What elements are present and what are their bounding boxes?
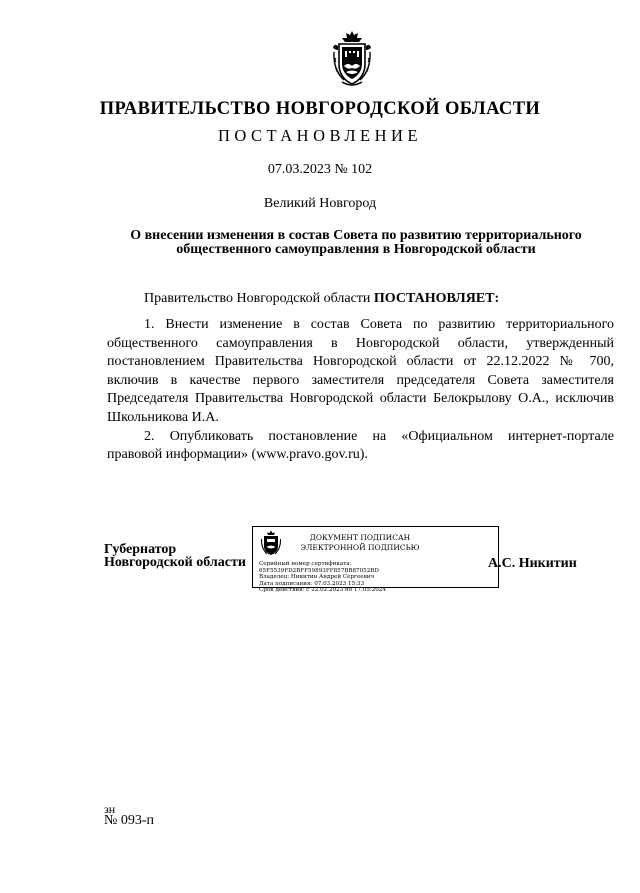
position-line-1: Губернатор <box>104 542 177 557</box>
executor-initials: зн <box>104 802 116 816</box>
certificate-owner: Владелец: Никитин Андрей Сергеевич <box>259 574 375 581</box>
preamble-verb: ПОСТАНОВЛЯЕТ: <box>373 291 500 306</box>
signing-date: Дата подписания: 07.03.2023 15:33 <box>259 580 365 587</box>
date-number: 07.03.2023 № 102 <box>267 162 373 177</box>
stamp-coat-of-arms-icon <box>260 530 282 556</box>
subject-line-2: общественного самоуправления в Новгородской области <box>176 242 536 257</box>
signatory-name: А.С. Никитин <box>488 556 577 571</box>
electronic-signature-stamp <box>252 526 499 594</box>
position-line-2: Новгородской области <box>104 554 246 570</box>
preamble <box>144 290 614 308</box>
document-body <box>107 290 614 465</box>
certificate-validity: Срок действия: с 22.02.2023 по 17.05.2024 <box>259 587 386 594</box>
coat-of-arms-icon <box>330 30 374 88</box>
government-title: ПРАВИТЕЛЬСТВО НОВГОРОДСКОЙ ОБЛАСТИ <box>99 99 541 119</box>
preamble-text: Правительство Новгородской области <box>144 291 374 306</box>
document-type: ПОСТАНОВЛЕНИЕ <box>217 126 423 145</box>
subject-line-1: О внесении изменения в состав Совета по развитию территориального <box>130 228 582 243</box>
city-name: Великий Новгород <box>263 196 377 211</box>
registration-number: № 093-п <box>104 813 155 828</box>
certificate-serial: 65F5539FD2BFF59893FF857BB87052BD <box>259 567 379 574</box>
stamp-heading <box>297 533 423 552</box>
footer-info <box>104 803 154 827</box>
item-2: 2. Опубликовать постановление на «Официальном интернет-портале правовой информации» (www.pravo.gov.ru). <box>107 428 614 463</box>
item-1: 1. Внести изменение в состав Совета по развитию территориального общественного самоуправления в Новгородской области, утвержденный постановлением Правительства Новгородской области от 22.12.2022 № 700, включив в качестве первого заместителя председателя Совета заместителя Председателя Правительства Новгородской области Белокрылову О.А., исключив Школьникова И.А. <box>107 317 614 425</box>
document-subject <box>96 229 616 257</box>
certificate-label: Серийный номер сертификата: <box>259 561 352 567</box>
signatory-position <box>104 544 246 569</box>
stamp-heading-line-1: ДОКУМЕНТ ПОДПИСАН <box>309 533 411 542</box>
stamp-details <box>259 561 386 594</box>
stamp-heading-line-2: ЭЛЕКТРОННОЙ ПОДПИСЬЮ <box>300 542 420 552</box>
